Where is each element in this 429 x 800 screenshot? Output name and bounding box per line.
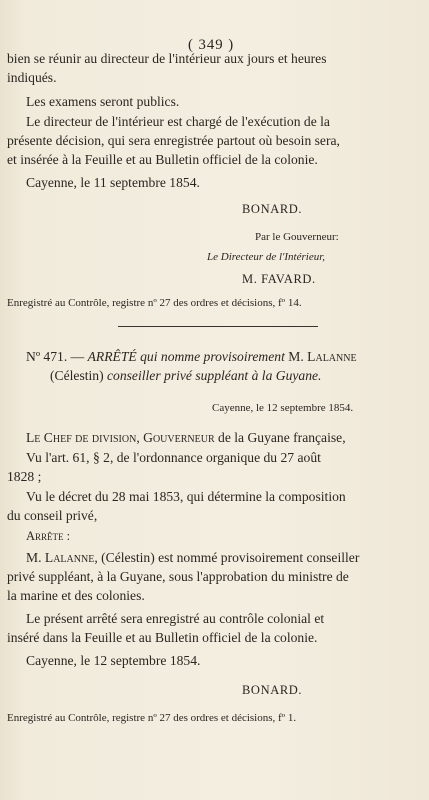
text-line: Le directeur de l'intérieur est chargé de l'exécution de la (26, 114, 330, 129)
chef-line (26, 431, 346, 445)
registration-note: Enregistré au Contrôle, registre nº 27 des ordres et décisions, fº 1. (7, 712, 297, 724)
nomination-rest: (Célestin) est nommé provisoirement conseiller (101, 550, 360, 565)
registration-note: Enregistré au Contrôle, registre nº 27 des ordres et décisions, fº 14. (7, 297, 302, 309)
chef-title: Le Chef de division, Gouverneur (26, 430, 215, 445)
directeur-name: M. FAVARD. (242, 272, 316, 286)
arrete-number: Nº 471. — (26, 349, 85, 364)
nomination-m: M. (26, 550, 42, 565)
present-line2: inséré dans la Feuille et au Bulletin officiel de la colonie. (7, 630, 318, 645)
chef-rest: de la Guyane française, (218, 430, 346, 445)
dateline: Cayenne, le 12 septembre 1854. (212, 402, 354, 414)
arrete-word: ARRÊTÉ (87, 349, 137, 364)
nomination-line3: la marine et des colonies. (7, 588, 145, 603)
vu2-line1: Vu le décret du 28 mai 1853, qui détermine la composition (26, 489, 346, 504)
text-line: Les examens seront publics. (26, 94, 180, 109)
section-divider (118, 326, 318, 327)
arrete-heading (26, 350, 357, 364)
vu1-line2: 1828 ; (7, 469, 42, 484)
signature: BONARD. (242, 202, 303, 216)
arrete-title-italic: qui nomme provisoirement (140, 349, 285, 364)
arrete-heading-line2 (50, 369, 321, 383)
arrete-title-m: M. (288, 349, 304, 364)
nomination-line1 (26, 551, 359, 565)
present-line1: Le présent arrêté sera enregistré au contrôle colonial et (26, 611, 325, 626)
arrete-title-name: Lalanne (307, 349, 357, 364)
date-line: Cayenne, le 12 septembre 1854. (26, 653, 201, 668)
text-line: présente décision, qui sera enregistrée partout où besoin sera, (7, 133, 340, 148)
vu1-line1: Vu l'art. 61, § 2, de l'ordonnance organique du 27 août (26, 450, 321, 465)
nomination-line2: privé suppléant, à la Guyane, sous l'approbation du ministre de (7, 569, 349, 584)
nomination-name: Lalanne, (44, 550, 98, 565)
par-le-gouverneur: Par le Gouverneur: (255, 231, 339, 243)
arrete-role: conseiller privé suppléant à la Guyane. (107, 368, 322, 383)
text-line: bien se réunir au directeur de l'intérieur aux jours et heures (7, 51, 327, 66)
vu2-line2: du conseil privé, (7, 508, 98, 523)
directeur-title: Le Directeur de l'Intérieur, (207, 251, 326, 263)
page-number: ( 349 ) (187, 37, 235, 53)
text-line: et insérée à la Feuille et au Bulletin officiel de la colonie. (7, 152, 318, 167)
arrete-label: Arrête : (26, 529, 71, 543)
arrete-firstname: (Célestin) (50, 368, 104, 383)
date-line: Cayenne, le 11 septembre 1854. (26, 175, 200, 190)
signature: BONARD. (242, 683, 303, 697)
text-line: indiqués. (7, 70, 57, 85)
